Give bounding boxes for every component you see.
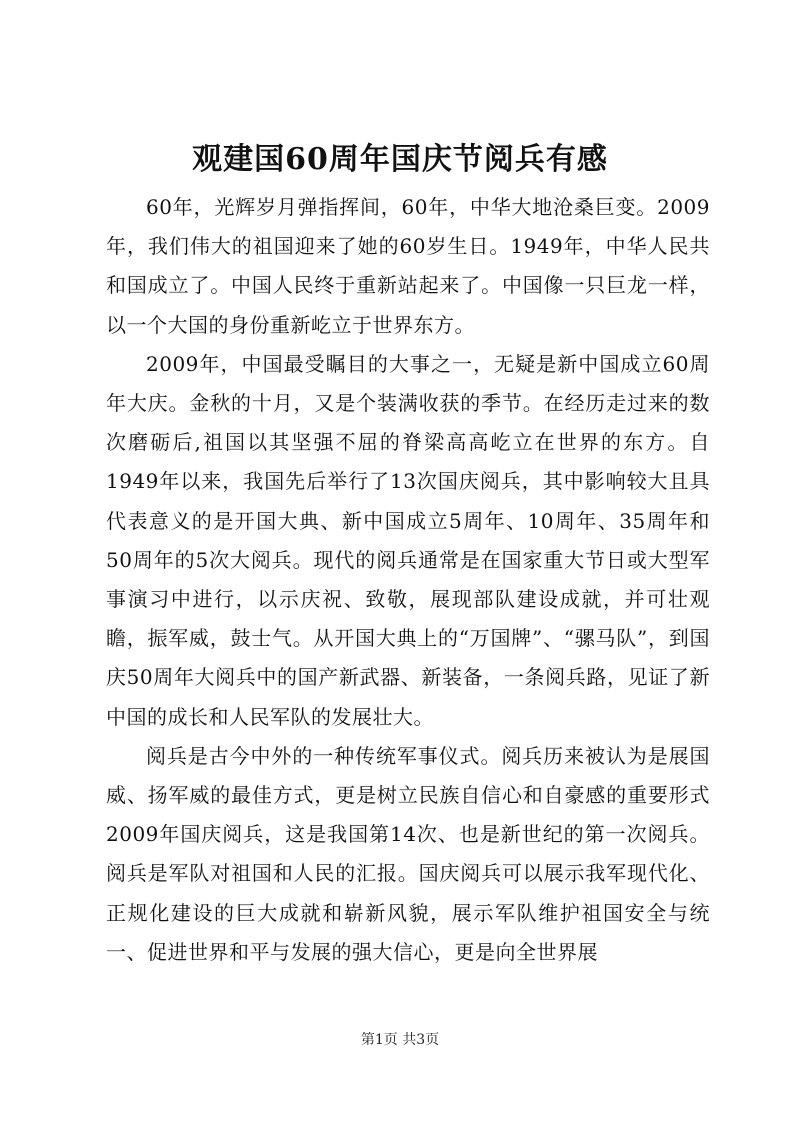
paragraph-3: 阅兵是古今中外的一种传统军事仪式。阅兵历来被认为是展国威、扬军威的最佳方式，更是树立民族自信心和自豪感的重要形式2009年国庆阅兵，这是我国第14次、也是新世纪的第一次阅兵。阅兵是军队对祖国和人民的汇报。国庆阅兵可以展示我军现代化、正规化建设的巨大成就和崭新风貌，展示军队维护祖国安全与统一、促进世界和平与发展的强大信心，更是向全世界展 bbox=[106, 743, 710, 964]
page-number-footer: 第1页 共3页 bbox=[360, 1032, 440, 1048]
paragraph-1: 60年，光辉岁月弹指挥间，60年，中华大地沧桑巨变。2009年，我们伟大的祖国迎来了她的60岁生日。1949年，中华人民共和国成立了。中国人民终于重新站起来了。中国像一只巨龙一样，以一个大国的身份重新屹立于世界东方。 bbox=[106, 195, 710, 337]
paragraph-2: 2009年，中国最受瞩目的大事之一，无疑是新中国成立60周年大庆。金秋的十月，又是个装满收获的季节。在经历走过来的数次磨砺后,祖国以其坚强不屈的脊梁高高屹立在世界的东方。自1949年以来，我国先后举行了13次国庆阅兵，其中影响较大且具代表意义的是开国大典、新中国成立5周年、10周年、35周年和50周年的5次大阅兵。现代的阅兵通常是在国家重大节日或大型军事演习中进行，以示庆祝、致敬，展现部队建设成就，并可壮观瞻，振军威，鼓士气。从开国大典上的“万国牌”、“骡马队”，到国庆50周年大阅兵中的国产新武器、新装备，一条阅兵路，见证了新中国的成长和人民军队的发展壮大。 bbox=[106, 351, 710, 729]
document-body bbox=[106, 188, 710, 972]
document-title: 观建国60周年国庆节阅兵有感 bbox=[192, 142, 608, 177]
